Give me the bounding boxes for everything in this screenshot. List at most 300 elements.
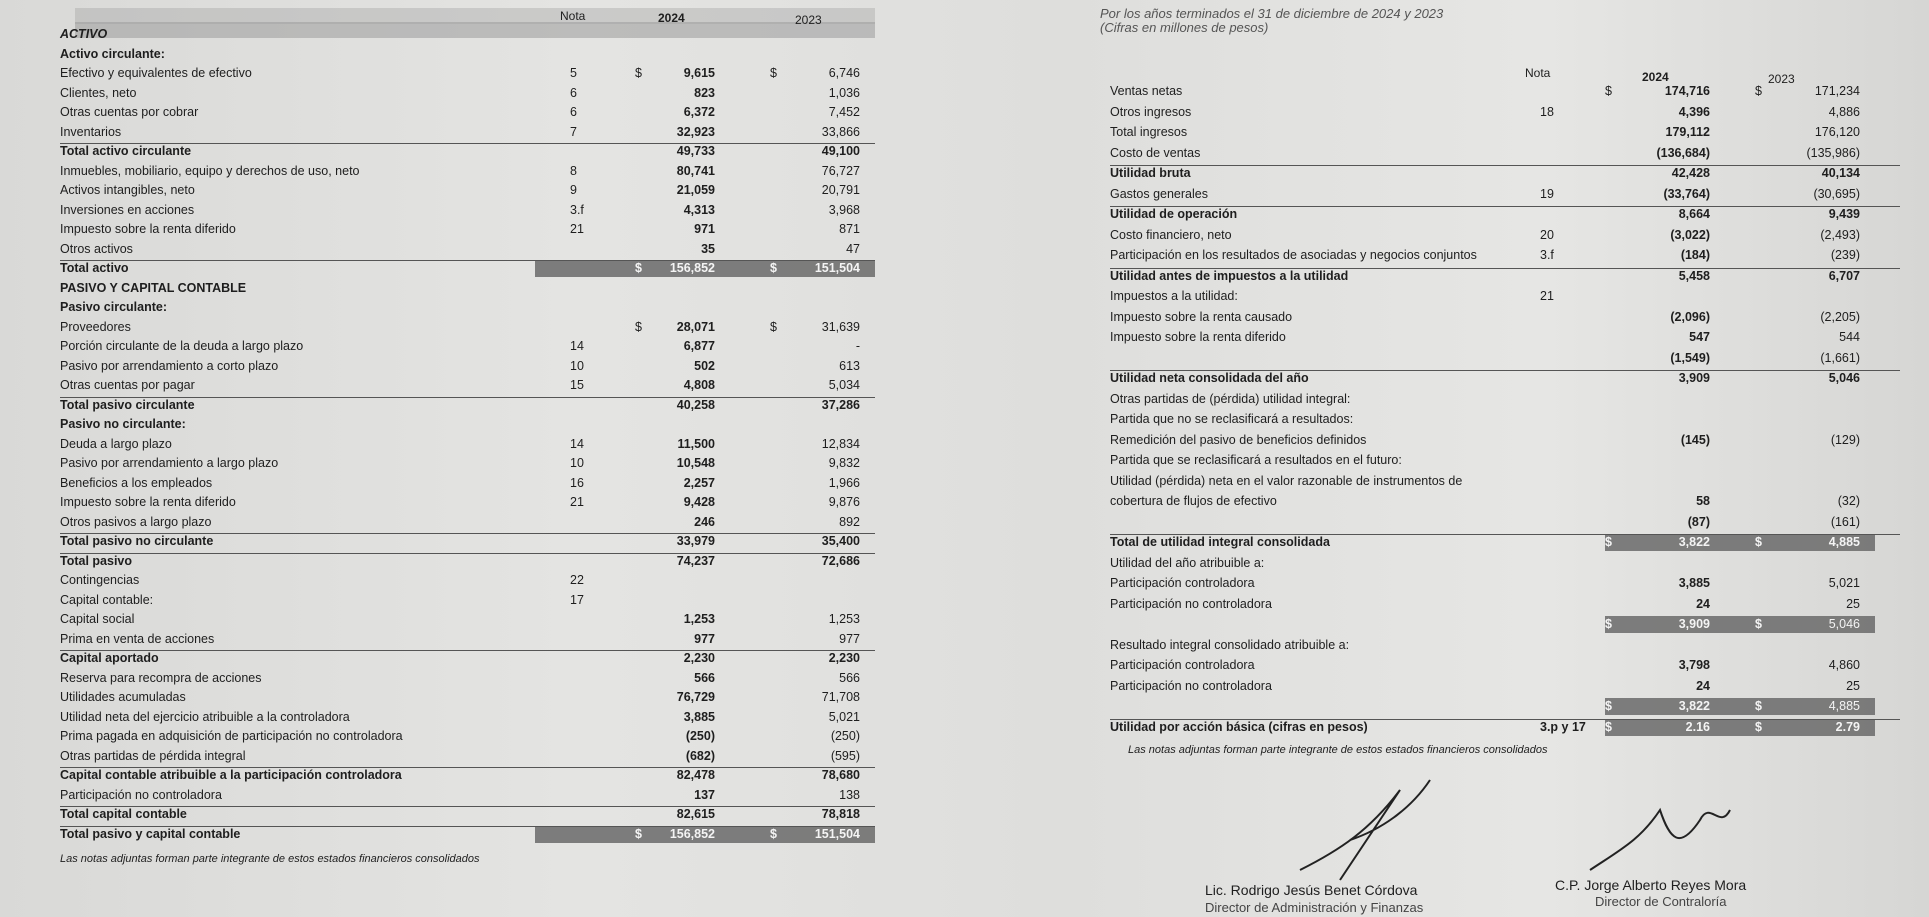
subtotal-rule [1110, 719, 1900, 720]
value-2024: 502 [694, 358, 715, 373]
row-label: Otros activos [60, 241, 133, 256]
value-2023: (129) [1830, 432, 1860, 447]
row-label: Costo de ventas [1110, 145, 1201, 160]
subtotal-rule [60, 553, 875, 554]
statement-row [0, 476, 875, 491]
statement-row [0, 144, 875, 159]
row-nota: 8 [570, 163, 577, 178]
row-label: Partida que se reclasificará a resultados en el futuro: [1110, 453, 1402, 467]
value-2023: 47 [846, 241, 860, 256]
row-label: Activo circulante: [60, 46, 165, 61]
value-2023: - [855, 339, 860, 353]
value-2024: 4,808 [683, 378, 715, 392]
statement-row [1100, 269, 1900, 284]
row-nota: 10 [570, 358, 584, 373]
value-2024: 566 [694, 670, 715, 685]
row-label: Utilidad de operación [1110, 207, 1238, 221]
value-2023: 40,134 [1821, 166, 1860, 180]
statement-row [0, 437, 875, 452]
statement-row [0, 495, 875, 510]
nota-header: Nota [1525, 66, 1551, 80]
value-2023: 4,860 [1828, 658, 1860, 672]
statement-row [0, 242, 875, 257]
value-2024: 1,253 [683, 612, 715, 626]
row-label: Otras partidas de pérdida integral [60, 748, 246, 763]
subtotal-rule [60, 397, 875, 398]
row-label: Impuesto sobre la renta causado [1110, 309, 1293, 324]
value-2023: 151,504 [814, 261, 860, 275]
statement-row [1100, 720, 1900, 735]
subtotal-rule [60, 826, 875, 827]
row-label: Capital social [60, 612, 135, 626]
statement-row [0, 359, 875, 374]
row-label: Total pasivo circulante [60, 397, 195, 412]
row-nota: 17 [570, 592, 584, 607]
subtotal-rule [1110, 165, 1900, 166]
row-nota: 3.f [1540, 248, 1554, 262]
value-2024: 977 [694, 631, 715, 646]
value-2024: 3,885 [683, 709, 715, 724]
value-2023: 2,230 [828, 651, 860, 665]
value-2023: 566 [839, 670, 860, 685]
value-2024: 5,458 [1678, 268, 1710, 283]
statement-row [0, 300, 875, 315]
statement-row [1100, 330, 1900, 345]
row-label: Remedición del pasivo de beneficios definidos [1110, 432, 1367, 447]
signature-1-scribble [1280, 770, 1460, 890]
statement-row [1100, 535, 1900, 550]
value-2024: (184) [1680, 248, 1710, 262]
row-label: Ventas netas [1110, 84, 1183, 98]
value-2024: 82,615 [676, 807, 715, 821]
value-2024: (2,096) [1670, 309, 1710, 324]
row-label: Impuestos a la utilidad: [1110, 289, 1238, 303]
row-nota: 15 [570, 378, 584, 392]
subtotal-rule [1110, 534, 1900, 535]
row-nota: 10 [570, 456, 584, 470]
value-2023: 33,866 [821, 124, 860, 139]
statement-row [0, 222, 875, 237]
value-2023: (30,695) [1813, 186, 1860, 201]
value-2024: 28,071 [676, 319, 715, 334]
footnote: Las notas adjuntas forman parte integrante de estos estados financieros consolidados [60, 853, 480, 865]
value-2023: 9,876 [828, 495, 860, 509]
row-label: Deuda a largo plazo [60, 436, 172, 451]
nota-header: Nota [560, 9, 586, 23]
value-2023: (595) [830, 748, 860, 763]
value-2024: 2,230 [683, 651, 715, 665]
value-2024: 3,909 [1678, 617, 1710, 631]
value-2024: (3,022) [1670, 227, 1710, 242]
value-2024: 2.16 [1685, 719, 1710, 734]
value-2023: 6,707 [1828, 268, 1860, 283]
row-label: Partida que no se reclasificará a resultados: [1110, 412, 1354, 426]
value-2024: 6,877 [683, 339, 715, 353]
statement-row [0, 86, 875, 101]
value-2023: 4,885 [1828, 699, 1860, 713]
subtotal-rule [60, 650, 875, 651]
row-label: Prima pagada en adquisición de participación no controladora [60, 729, 403, 743]
currency-2023: $ [1755, 719, 1762, 734]
statement-row [0, 456, 875, 471]
row-label: Participación no controladora [60, 787, 222, 802]
currency-2023: $ [770, 66, 777, 80]
row-label: Otras cuentas por cobrar [60, 105, 199, 119]
row-label: Reserva para recompra de acciones [60, 670, 262, 685]
statement-row [1100, 679, 1900, 694]
value-2023: 9,832 [828, 456, 860, 470]
value-2023: (239) [1830, 248, 1860, 262]
row-label: Total pasivo no circulante [60, 534, 214, 548]
value-2023: 544 [1839, 330, 1860, 344]
value-2023: 3,968 [828, 202, 860, 217]
statement-row [1100, 166, 1900, 181]
value-2023: 5,034 [828, 378, 860, 392]
statement-row [0, 66, 875, 81]
statement-row [0, 339, 875, 354]
currency-2024: $ [1605, 84, 1612, 98]
statement-row [0, 690, 875, 705]
value-2024: 24 [1696, 678, 1710, 693]
statement-row [1100, 125, 1900, 140]
statement-row [1100, 597, 1900, 612]
row-label: Gastos generales [1110, 186, 1208, 201]
currency-2023: $ [770, 826, 777, 841]
value-2024: 4,313 [683, 202, 715, 217]
row-label: Participación no controladora [1110, 596, 1272, 611]
value-2023: 78,680 [821, 768, 860, 782]
row-label: ACTIVO [60, 27, 108, 41]
statement-row [1100, 576, 1900, 591]
value-2023: 2.79 [1835, 719, 1860, 734]
subtotal-rule [1110, 370, 1900, 371]
row-label: Utilidad (pérdida) neta en el valor razonable de instrumentos de [1110, 473, 1463, 488]
value-2023: 1,253 [828, 612, 860, 626]
statement-row [0, 105, 875, 120]
subtotal-rule [60, 533, 875, 534]
statement-row [0, 729, 875, 744]
row-label: Utilidad por acción básica (cifras en pesos) [1110, 719, 1368, 734]
statement-row [1100, 187, 1900, 202]
value-2023: 5,021 [828, 709, 860, 724]
signature-1-name: Lic. Rodrigo Jesús Benet Córdova [1205, 882, 1418, 898]
currency-2024: $ [1605, 719, 1612, 734]
statement-row [0, 125, 875, 140]
value-2024: 76,729 [676, 690, 715, 704]
statement-row [1100, 310, 1900, 325]
value-2024: 40,258 [676, 397, 715, 412]
subtotal-rule [60, 806, 875, 807]
statement-row [0, 203, 875, 218]
value-2023: 9,439 [1828, 207, 1860, 221]
value-2024: 80,741 [676, 163, 715, 178]
value-2024: 8,664 [1678, 207, 1710, 221]
row-nota: 6 [570, 105, 577, 119]
row-label: PASIVO Y CAPITAL CONTABLE [60, 280, 247, 295]
period-text: Por los años terminados el 31 de diciembre de 2024 y 2023 [1100, 6, 1444, 21]
row-label: Total activo circulante [60, 144, 192, 158]
statement-row [0, 612, 875, 627]
statement-row [0, 651, 875, 666]
statement-row [0, 671, 875, 686]
row-label: Otras cuentas por pagar [60, 378, 195, 392]
value-2023: 1,966 [828, 475, 860, 490]
value-2023: (250) [830, 729, 860, 743]
currency-2023: $ [770, 261, 777, 275]
row-label: Proveedores [60, 319, 131, 334]
row-label: Total ingresos [1110, 125, 1188, 139]
row-label: Resultado integral consolidado atribuible a: [1110, 637, 1350, 652]
value-2024: 3,822 [1678, 699, 1710, 713]
value-2024: 3,822 [1678, 535, 1710, 549]
units-text: (Cifras en millones de pesos) [1100, 20, 1269, 35]
signature-2-scribble [1580, 780, 1740, 890]
statement-row [0, 183, 875, 198]
row-nota: 16 [570, 475, 584, 490]
row-label: Pasivo no circulante: [60, 417, 186, 431]
subtotal-rule [60, 260, 875, 261]
row-label: Clientes, neto [60, 85, 137, 100]
row-label: Total de utilidad integral consolidada [1110, 535, 1330, 549]
row-nota: 6 [570, 85, 577, 100]
value-2023: 71,708 [821, 690, 860, 704]
value-2023: 871 [839, 222, 860, 236]
statement-row [1100, 412, 1900, 427]
value-2024: 156,852 [669, 826, 715, 841]
value-2024: 35 [701, 241, 715, 256]
value-2023: 4,886 [1828, 104, 1860, 119]
statement-row [1100, 351, 1900, 366]
statement-row [0, 768, 875, 783]
row-label: Inventarios [60, 124, 122, 139]
value-2023: 4,885 [1828, 535, 1860, 549]
row-label: Total pasivo [60, 553, 133, 568]
year-2023-header: 2023 [795, 13, 822, 27]
currency-2023: $ [1755, 617, 1762, 631]
currency-2023: $ [1755, 699, 1762, 713]
row-nota: 21 [1540, 289, 1554, 303]
row-label: cobertura de flujos de efectivo [1110, 494, 1277, 508]
row-label: Utilidad del año atribuible a: [1110, 555, 1265, 570]
statement-row [1100, 248, 1900, 263]
statement-row [1100, 289, 1900, 304]
value-2023: 25 [1846, 596, 1860, 611]
currency-2024: $ [635, 261, 642, 275]
row-label: Activos intangibles, neto [60, 183, 195, 197]
row-nota: 5 [570, 66, 577, 80]
statement-row [0, 417, 875, 432]
balance-sheet [0, 0, 880, 917]
row-label: Efectivo y equivalentes de efectivo [60, 66, 252, 80]
subtotal-rule [60, 767, 875, 768]
currency-2024: $ [635, 66, 642, 80]
subtotal-rule [60, 143, 875, 144]
value-2023: 151,504 [814, 826, 860, 841]
statement-row [1100, 392, 1900, 407]
statement-row [0, 164, 875, 179]
statement-row [1100, 207, 1900, 222]
row-label: Pasivo por arrendamiento a corto plazo [60, 358, 279, 373]
statement-row [0, 749, 875, 764]
value-2024: 174,716 [1664, 84, 1710, 98]
currency-2023: $ [1755, 535, 1762, 549]
subtotal-rule [1110, 206, 1900, 207]
value-2024: 10,548 [676, 456, 715, 470]
value-2024: 971 [694, 222, 715, 236]
value-2023: 78,818 [821, 807, 860, 821]
value-2024: (1,549) [1670, 350, 1710, 365]
row-label: Beneficios a los empleados [60, 475, 213, 490]
value-2024: 2,257 [683, 475, 715, 490]
value-2024: 49,733 [676, 144, 715, 158]
signature-2-name: C.P. Jorge Alberto Reyes Mora [1555, 877, 1747, 893]
row-nota: 19 [1540, 186, 1554, 201]
statement-row [0, 827, 875, 842]
row-nota: 9 [570, 183, 577, 197]
statement-row [0, 281, 875, 296]
value-2024: (33,764) [1663, 186, 1710, 201]
row-nota: 18 [1540, 104, 1554, 119]
year-2024-header: 2024 [658, 11, 685, 25]
value-2024: 32,923 [676, 124, 715, 139]
value-2023: (1,661) [1820, 350, 1860, 365]
value-2023: 5,046 [1828, 371, 1860, 385]
value-2024: 9,428 [683, 495, 715, 509]
value-2023: 138 [839, 787, 860, 802]
statement-row [1100, 617, 1900, 632]
statement-row [0, 593, 875, 608]
row-label: Prima en venta de acciones [60, 631, 215, 646]
currency-2024: $ [1605, 699, 1612, 713]
row-label: Utilidad antes de impuestos a la utilidad [1110, 268, 1349, 283]
statement-row [0, 788, 875, 803]
statement-row [0, 515, 875, 530]
row-label: Total activo [60, 261, 129, 275]
value-2024: (87) [1687, 514, 1710, 529]
statement-row [0, 47, 875, 62]
value-2024: 3,885 [1678, 576, 1710, 590]
statement-row [1100, 658, 1900, 673]
row-label: Total pasivo y capital contable [60, 826, 241, 841]
value-2023: 37,286 [821, 397, 860, 412]
value-2023: (135,986) [1806, 145, 1860, 160]
value-2023: 31,639 [821, 319, 860, 334]
statement-row [0, 261, 875, 276]
row-nota: 7 [570, 124, 577, 139]
statement-row [0, 320, 875, 335]
value-2024: 21,059 [676, 183, 715, 197]
row-label: Porción circulante de la deuda a largo plazo [60, 339, 304, 353]
statement-row [1100, 84, 1900, 99]
row-nota: 14 [570, 339, 584, 353]
year-2023-header: 2023 [1768, 72, 1795, 86]
statement-row [0, 807, 875, 822]
value-2024: 6,372 [683, 105, 715, 119]
statement-row [0, 710, 875, 725]
row-label: Otros pasivos a largo plazo [60, 514, 212, 529]
value-2023: 20,791 [821, 183, 860, 197]
value-2023: 6,746 [828, 66, 860, 80]
value-2024: 58 [1696, 494, 1710, 508]
row-label: Inmuebles, mobiliario, equipo y derechos de uso, neto [60, 163, 360, 178]
row-label: Capital aportado [60, 651, 159, 665]
row-label: Capital contable atribuible a la participación controladora [60, 768, 402, 782]
value-2024: 4,396 [1678, 104, 1710, 119]
row-nota: 3.p y 17 [1540, 719, 1586, 734]
value-2023: (161) [1830, 514, 1860, 529]
value-2023: 49,100 [821, 144, 860, 158]
subtotal-rule [1110, 268, 1900, 269]
row-label: Inversiones en acciones [60, 202, 195, 217]
statement-row [1100, 638, 1900, 653]
row-label: Participación controladora [1110, 576, 1255, 590]
statement-row [1100, 146, 1900, 161]
row-label: Impuesto sobre la renta diferido [60, 495, 236, 509]
value-2023: 613 [839, 358, 860, 373]
value-2023: 72,686 [821, 553, 860, 568]
value-2024: 82,478 [676, 768, 715, 782]
row-nota: 21 [570, 222, 584, 236]
row-label: Participación en los resultados de asociadas y negocios conjuntos [1110, 248, 1477, 262]
value-2024: 246 [694, 514, 715, 529]
currency-2024: $ [635, 826, 642, 841]
value-2024: 24 [1696, 596, 1710, 611]
value-2023: 1,036 [828, 85, 860, 100]
statement-row [1100, 474, 1900, 489]
value-2024: 11,500 [677, 436, 715, 451]
statement-row [1100, 699, 1900, 714]
row-label: Costo financiero, neto [1110, 227, 1232, 242]
currency-2023: $ [1755, 84, 1762, 98]
value-2024: (682) [685, 748, 715, 763]
statement-row [0, 27, 875, 42]
value-2023: (2,205) [1820, 309, 1860, 324]
value-2023: 76,727 [821, 163, 860, 178]
statement-row [0, 398, 875, 413]
value-2024: 3,909 [1678, 371, 1710, 385]
value-2024: 179,112 [1665, 125, 1710, 139]
value-2023: 25 [1846, 678, 1860, 693]
value-2023: 35,400 [821, 534, 860, 548]
value-2024: 74,237 [676, 553, 715, 568]
signature-2-title: Director de Contraloría [1595, 894, 1727, 909]
statement-row [1100, 228, 1900, 243]
value-2024: 9,615 [683, 66, 715, 80]
currency-2024: $ [635, 319, 642, 334]
statement-row [1100, 105, 1900, 120]
value-2023: 7,452 [828, 105, 860, 119]
value-2024: 137 [694, 787, 715, 802]
row-label: Contingencias [60, 573, 140, 587]
value-2024: 823 [694, 85, 715, 100]
value-2023: 5,021 [1828, 576, 1860, 590]
currency-2024: $ [1605, 617, 1612, 631]
row-label: Utilidades acumuladas [60, 690, 186, 704]
statement-row [1100, 515, 1900, 530]
row-label: Impuesto sobre la renta diferido [1110, 330, 1286, 344]
row-label: Utilidad neta consolidada del año [1110, 371, 1309, 385]
row-label: Otras partidas de (pérdida) utilidad integral: [1110, 391, 1351, 406]
income-statement [1100, 0, 1929, 917]
row-label: Pasivo circulante: [60, 300, 167, 314]
row-label: Participación controladora [1110, 658, 1255, 672]
value-2024: (145) [1680, 432, 1710, 447]
row-label: Capital contable: [60, 592, 154, 607]
statement-row [1100, 494, 1900, 509]
value-2023: 977 [839, 631, 860, 646]
value-2023: 5,046 [1828, 617, 1860, 631]
statement-row [0, 378, 875, 393]
